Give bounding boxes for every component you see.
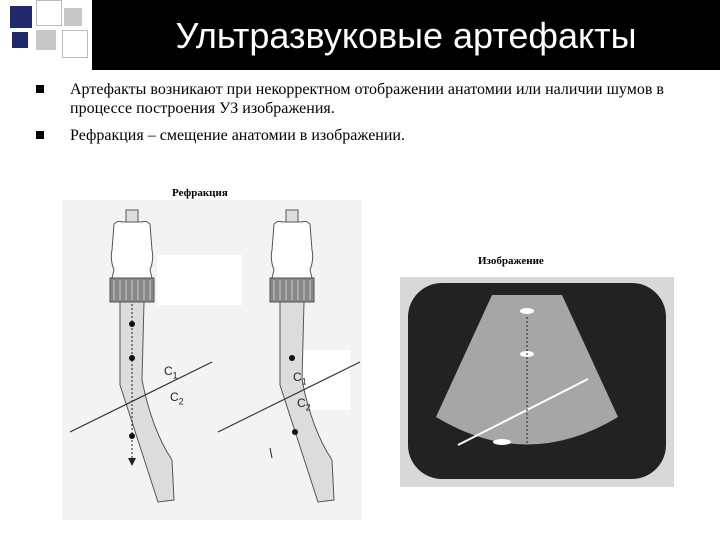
slide-header [0,0,720,70]
decor-square-2 [36,0,62,26]
c2-label-right: $C_2$ [297,396,311,413]
bullet-item [36,80,706,118]
page-title: Ультразвуковые артефакты [175,15,637,56]
c2-label-left: $C_2$ [170,390,184,407]
bullet-text: Артефакты возникают при некорректном отображении анатомии или наличии шумов в процессе построения УЗ изображения. [70,81,664,117]
ultrasound-image [400,277,674,487]
bullet-item [36,126,706,145]
bullet-square-icon [36,85,44,93]
probe-left [110,210,154,302]
decor-square-4 [36,30,56,50]
image-label: Изображение [478,255,544,267]
probe-right [270,210,314,302]
decor-square-1 [10,6,32,28]
refraction-label: Рефракция [172,187,228,199]
bullet-text: Рефракция – смещение анатомии в изображении. [70,127,405,144]
bullet-list [36,80,706,153]
c1-label-right: $C_1$ [293,370,307,387]
bullet-square-icon [36,131,44,139]
refraction-diagram [62,200,362,520]
c1-label-left: $C_1$ [164,364,178,381]
decor-square-5 [62,30,88,58]
decor-square-6 [12,32,28,48]
decor-square-3 [64,8,82,26]
